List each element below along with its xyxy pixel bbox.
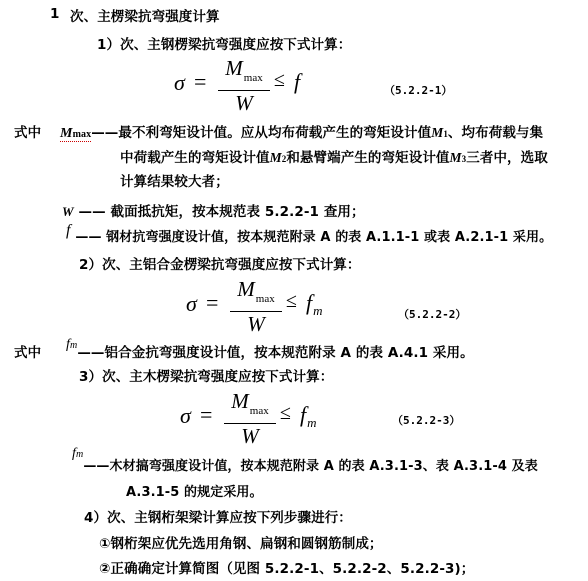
leq-sign: ≤ (286, 290, 297, 312)
modulus-symbol: W (241, 424, 259, 449)
fraction (224, 390, 276, 447)
m3-letter: M (449, 150, 462, 165)
moment-symbol: M (225, 56, 243, 80)
item1-title: 1）次、主钢楞梁抗弯强度应按下式计算： (97, 37, 352, 53)
leq-sign: ≤ (280, 402, 291, 424)
m2-letter: M (269, 150, 282, 165)
where-label-1: 式中 (14, 125, 42, 141)
sigma-symbol: σ (186, 291, 197, 316)
m1-subscript: 1 (443, 129, 448, 139)
formula-5-2-2-2 (186, 277, 346, 337)
strength-letter: f (306, 290, 313, 315)
item2-title: 2）次、主铝合金楞梁抗弯强度应按下式计算： (79, 257, 361, 273)
strength-symbol (306, 290, 323, 319)
equation-number-2: （5.2.2-2） (398, 308, 467, 321)
def-fm-wood-text1: ——木材搞弯强度设计值，按本规范附录 A 的表 A.3.1-3、表 A.3.1-4 及表 (83, 459, 538, 474)
def-fm-wood-line1 (72, 446, 538, 474)
fraction (218, 57, 270, 114)
fm-letter: f (66, 337, 70, 352)
fm-wood-subscript: m (76, 449, 84, 460)
equation-number-3: （5.2.2-3） (392, 414, 461, 427)
moment-subscript: max (255, 293, 275, 305)
item4-title: 4）次、主钢桁架梁计算应按下列步骤进行： (84, 510, 352, 526)
def-mmax-text2b: 和悬臂端产生的弯矩设计值 (286, 150, 450, 166)
def-mmax-text2c: 三者中，选取 (466, 150, 548, 166)
strength-symbol: f (294, 69, 301, 94)
item3-title: 3）次、主木楞梁抗弯强度应按下式计算： (79, 369, 334, 385)
strength-subscript: m (307, 415, 317, 430)
mmax-subscript: max (72, 129, 92, 140)
item4-step1: ①钢桁架应优先选用角钢、扁钢和圆钢筋制成； (99, 536, 383, 552)
def-mmax-line3: 计算结果较大者； (120, 174, 229, 190)
section-title: 次、主楞梁抗弯强度计算 (70, 9, 220, 25)
def-w-text: —— 截面抵抗矩，按本规范表 5.2.2-1 查用； (78, 204, 365, 220)
mmax-letter: M (60, 126, 73, 141)
where-label-2: 式中 (14, 345, 42, 361)
item4-step2: ②正确确定计算简图（见图 5.2.2-1、5.2.2-2、5.2.2-3)； (99, 561, 475, 577)
sigma-symbol: σ (174, 70, 185, 95)
moment-subscript: max (249, 405, 269, 417)
leq-sign: ≤ (274, 69, 285, 91)
w-symbol: W (62, 204, 74, 219)
modulus-symbol: W (235, 91, 253, 116)
f-symbol: f (66, 222, 71, 239)
modulus-symbol: W (247, 312, 265, 337)
m1-symbol (431, 125, 448, 140)
fm-symbol (66, 337, 77, 352)
def-mmax-text1b: 、均布荷载与集 (447, 125, 544, 141)
sigma-symbol: σ (180, 403, 191, 428)
fm-wood-letter: f (72, 446, 76, 461)
equals-sign: = (206, 290, 219, 315)
def-mmax-line1 (60, 121, 543, 142)
m2-subscript: 2 (281, 154, 287, 164)
def-fm-wood-line2: A.3.1-5 的规定采用。 (126, 485, 263, 500)
strength-symbol (300, 402, 317, 431)
m3-symbol (450, 150, 467, 165)
def-w (62, 200, 365, 220)
def-fm-alu (66, 336, 474, 361)
equation-number-1: （5.2.2-1） (384, 84, 453, 97)
def-mmax-text2: 中荷载产生的弯矩设计值 (120, 150, 270, 166)
moment-symbol: M (231, 389, 249, 413)
strength-letter: f (300, 402, 307, 427)
def-f (66, 222, 552, 245)
m1-letter: M (431, 125, 444, 140)
moment-symbol: M (237, 277, 255, 301)
m2-symbol (270, 150, 287, 165)
fraction (230, 278, 282, 335)
formula-5-2-2-3 (180, 389, 340, 449)
m3-subscript: 3 (461, 154, 467, 164)
section-number: 1 (50, 6, 60, 22)
fm-wood-symbol (72, 446, 83, 461)
formula-5-2-2-1 (174, 56, 314, 116)
mmax-symbol (60, 126, 91, 142)
def-fm-alu-text: ——铝合金抗弯强度设计值，按本规范附录 A 的表 A.4.1 采用。 (77, 345, 474, 361)
def-mmax-text1: ——最不利弯矩设计值。应从均布荷载产生的弯矩设计值 (91, 125, 432, 141)
def-f-text: —— 钢材抗弯强度设计值，按本规范附录 A 的表 A.1.1-1 或表 A.2.1-1 采用。 (75, 230, 553, 245)
equals-sign: = (200, 402, 213, 427)
fm-subscript: m (70, 340, 78, 351)
moment-subscript: max (243, 72, 263, 84)
equals-sign: = (194, 69, 207, 94)
def-mmax-line2 (120, 146, 548, 166)
strength-subscript: m (313, 303, 323, 318)
